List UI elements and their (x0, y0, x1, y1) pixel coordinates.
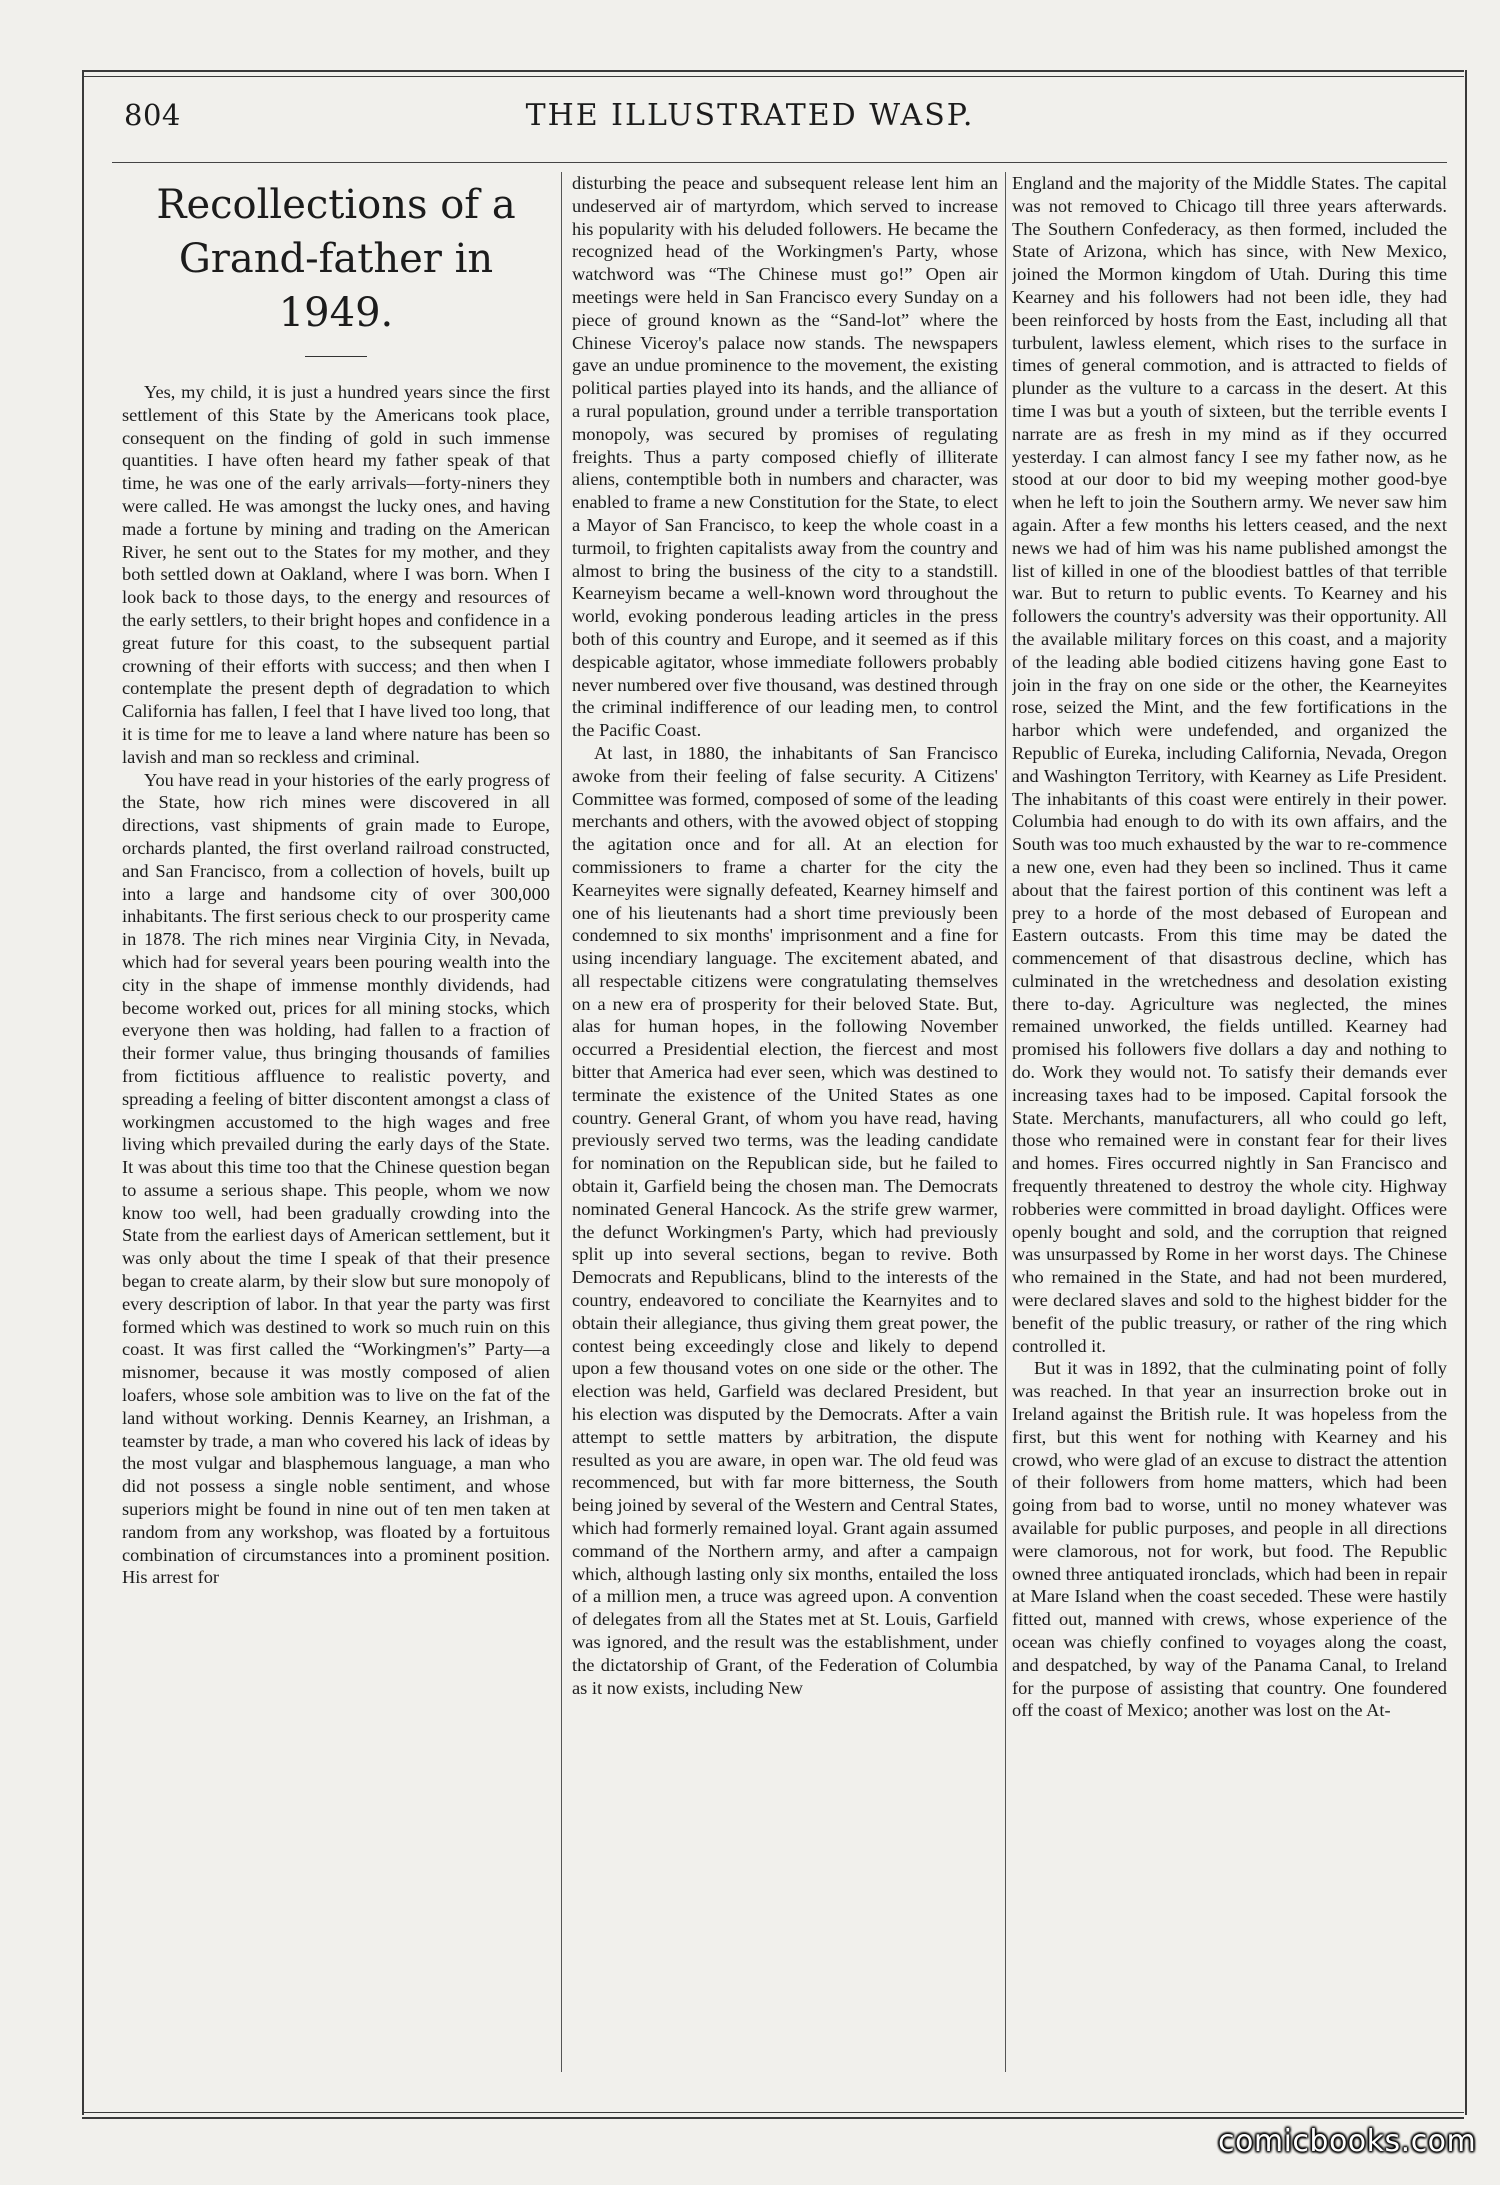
watermark-logo: comicbooks.com (1218, 2124, 1477, 2159)
page-border-bottom (82, 2112, 1464, 2119)
column-3 (1012, 172, 1447, 2074)
column-1 (122, 172, 550, 2074)
article-title: Recollections of a Grand-father in 1949. (156, 182, 516, 336)
page-border-top (82, 70, 1464, 77)
paragraph: You have read in your histories of the early progress of the State, how rich mines were discovered in all directions, vast shipments of grain made to Europe, orchards planted, the first overland railroad constructed, and San Francisco, from a collection of hovels, built up into a large and handsome city of over 300,000 inhabitants. The first serious check to our prosperity came in 1878. The rich mines near Virginia City, in Nevada, which had for several years been pouring wealth into the city in the shape of immense monthly dividends, had become worked out, prices for all mining stocks, which everyone then was holding, had fallen to a fraction of their former value, thus bringing thousands of families from fictitious affluence to realistic poverty, and spreading a feeling of bitter discontent amongst a class of workingmen accustomed to the high wages and free living which prevailed during the early days of the State. It was about this time too that the Chinese question began to assume a serious shape. This people, whom we now know too well, had been gradually crowding into the State from the earliest days of American settlement, but it was only about the time I speak of that their presence began to create alarm, by their slow but sure monopoly of every description of labor. In that year the party was first formed which was destined to work so much ruin on this coast. It was first called the “Workingmen's” Party—a misnomer, because it was mostly composed of alien loafers, whose sole ambition was to live on the fat of the land without working. Dennis Kearney, an Irishman, a teamster by trade, a man who covered his lack of ideas by the most vulgar and blasphemous language, a man who did not possess a single noble sentiment, and whose superiors might be found in nine out of ten men taken at random from any workshop, was floated by a fortuitous combination of circumstances into a prominent position. His arrest for (122, 769, 550, 1588)
page-border-right (1462, 70, 1467, 2115)
paragraph: Yes, my child, it is just a hundred years since the first settlement of this State by the Americans took place, consequent on the finding of gold in such immense quantities. I have often heard my father speak of that time, he was one of the early arrivals—forty-niners they were called. He was amongst the lucky ones, and having made a fortune by mining and trading on the American River, he sent out to the States for my mother, and they both settled down at Oakland, where I was born. When I look back to those days, to the energy and resources of the early settlers, to their bright hopes and confidence in a great future for this coast, to the subsequent partial crowning of their efforts with success; and then when I contemplate the present depth of degradation to which California has fallen, I feel that I have lived too long, that it is time for me to leave a land where nature has been so lavish and man so reckless and criminal. (122, 382, 550, 767)
title-divider (305, 356, 367, 357)
paragraph: But it was in 1892, that the culminating point of folly was reached. In that year an insurrection broke out in Ireland against the British rule. It was hopeless from the first, but this went for nothing with Kearney and his crowd, who were glad of an excuse to distract the attention of their followers from home matters, which had been going from bad to worse, until no money whatever was available for public purposes, and people in all directions were clamorous, not for work, but food. The Republic owned three antiquated ironclads, which had been in repair at Mare Island when the coast seceded. These were hastily fitted out, manned with crews, whose experience of the ocean was chiefly confined to voyages along the coast, and despatched, by way of the Panama Canal, to Ireland for the purpose of assisting that country. One foundered off the coast of Mexico; another was lost on the At- (1012, 1358, 1447, 1721)
running-title: THE ILLUSTRATED WASP. (525, 98, 975, 133)
page-border-left (82, 70, 87, 2115)
page-number: 804 (124, 98, 181, 132)
column-2 (572, 172, 998, 2074)
header-rule (112, 162, 1447, 163)
column-rule (1005, 172, 1006, 2072)
paragraph: England and the majority of the Middle States. The capital was not removed to Chicago till three years afterwards. The Southern Confederacy, as then formed, included the State of Arizona, which has since, with New Mexico, joined the Mormon kingdom of Utah. During this time Kearney and his followers had not been idle, they had been reinforced by hosts from the East, including all that turbulent, lawless element, which rises to the surface in times of general commotion, and is attracted to fields of plunder as the vulture to a carcass in the desert. At this time I was but a youth of sixteen, but the terrible events I narrate are as fresh in my mind as if they occurred yesterday. I can almost fancy I see my father now, as he stood at our door to bid my weeping mother good-bye when he left to join the Southern army. We never saw him again. After a few months his letters ceased, and the next news we had of him was his name published amongst the list of killed in one of the bloodiest battles of that terrible war. But to return to public events. To Kearney and his followers the country's adversity was their opportunity. All the available military forces on this coast, and a majority of the leading able bodied citizens having gone East to join in the fray on one side or the other, the Kearneyites rose, seized the Mint, and the few fortifications in the harbor which were undefended, and organized the Republic of Eureka, including California, Nevada, Oregon and Washington Territory, with Kearney as Life President. The inhabitants of this coast were entirely in their power. Columbia had enough to do with its own affairs, and the South was too much exhausted by the war to re-commence a new one, even had they been so inclined. Thus it came about that the fairest portion of this continent was left a prey to a horde of the most debased of European and Eastern outcasts. From this time may be dated the commencement of that disastrous decline, which has culminated in the wretchedness and desolation existing there to-day. Agriculture was neglected, the mines remained unworked, the fields untilled. Kearney had promised his followers five dollars a day and nothing to do. Work they would not. To satisfy their demands ever increasing taxes had to be imposed. Capital forsook the State. Merchants, manufacturers, all who could go left, those who remained were in constant fear for their lives and homes. Fires occurred nightly in San Francisco and frequently threatened to destroy the whole city. Highway robberies were committed in broad daylight. Offices were openly bought and sold, and the corruption that reigned was unsurpassed by Rome in her worst days. The Chinese who remained in the State, and had not been murdered, were declared slaves and sold to the highest bidder for the benefit of the public treasury, or rather of the ring which controlled it. (1012, 173, 1447, 1356)
paragraph: disturbing the peace and subsequent release lent him an undeserved air of martyrdom, which served to increase his popularity with his deluded followers. He became the recognized head of the Workingmen's Party, whose watchword was “The Chinese must go!” Open air meetings were held in San Francisco every Sunday on a piece of ground known as the “Sand-lot” where the Chinese Viceroy's palace now stands. The newspapers gave an undue prominence to the movement, the existing political parties played into its hands, and the alliance of a rural population, ground under a terrible transportation monopoly, was secured by promises of regulating freights. Thus a party composed chiefly of illiterate aliens, contemptible both in numbers and character, was enabled to frame a new Constitution for the State, to elect a Mayor of San Francisco, to keep the whole coast in a turmoil, to frighten capitalists away from the country and almost to bring the business of the city to a standstill. Kearneyism became a well-known word throughout the world, evoking ponderous leading articles in the press both of this country and Europe, and it seemed as if this despicable agitator, whose immediate followers probably never numbered over five thousand, was destined through the criminal indifference of our leading men, to control the Pacific Coast. (572, 173, 998, 741)
column-rule (561, 172, 562, 2072)
paragraph: At last, in 1880, the inhabitants of San Francisco awoke from their feeling of false security. A Citizens' Committee was formed, composed of some of the leading merchants and others, with the avowed object of stopping the agitation once and for all. At an election for commissioners to frame a charter for the city the Kearneyites were signally defeated, Kearney himself and one of his lieutenants had a short time previously been condemned to six months' imprisonment and a fine for using incendiary language. The excitement abated, and all respectable citizens were congratulating themselves on a new era of prosperity for their beloved State. But, alas for human hopes, in the following November occurred a Presidential election, the fiercest and most bitter that America had ever seen, which was destined to terminate the existence of the United States as one country. General Grant, of whom you have read, having previously served two terms, was the leading candidate for nomination on the Republican side, but he failed to obtain it, Garfield being the chosen man. The Democrats nominated General Hancock. As the strife grew warmer, the defunct Workingmen's Party, which had previously split up into several sections, began to revive. Both Democrats and Republicans, blind to the interests of the country, endeavored to conciliate the Kearnyites and to obtain their allegiance, thus giving them great power, the contest being exceedingly close and likely to depend upon a few thousand votes on one side or the other. The election was held, Garfield was declared President, but his election was disputed by the Democrats. After a vain attempt to settle matters by arbitration, the dispute resulted as you are aware, in open war. The old feud was recommenced, but with far more bitterness, the South being joined by several of the Western and Central States, which had formerly remained loyal. Grant again assumed command of the Northern army, and after a campaign which, although lasting only six months, entailed the loss of a million men, a truce was agreed upon. A convention of delegates from all the States met at St. Louis, Garfield was ignored, and the result was the establishment, under the dictatorship of Grant, of the Federation of Columbia as it now exists, including New (572, 742, 998, 1698)
